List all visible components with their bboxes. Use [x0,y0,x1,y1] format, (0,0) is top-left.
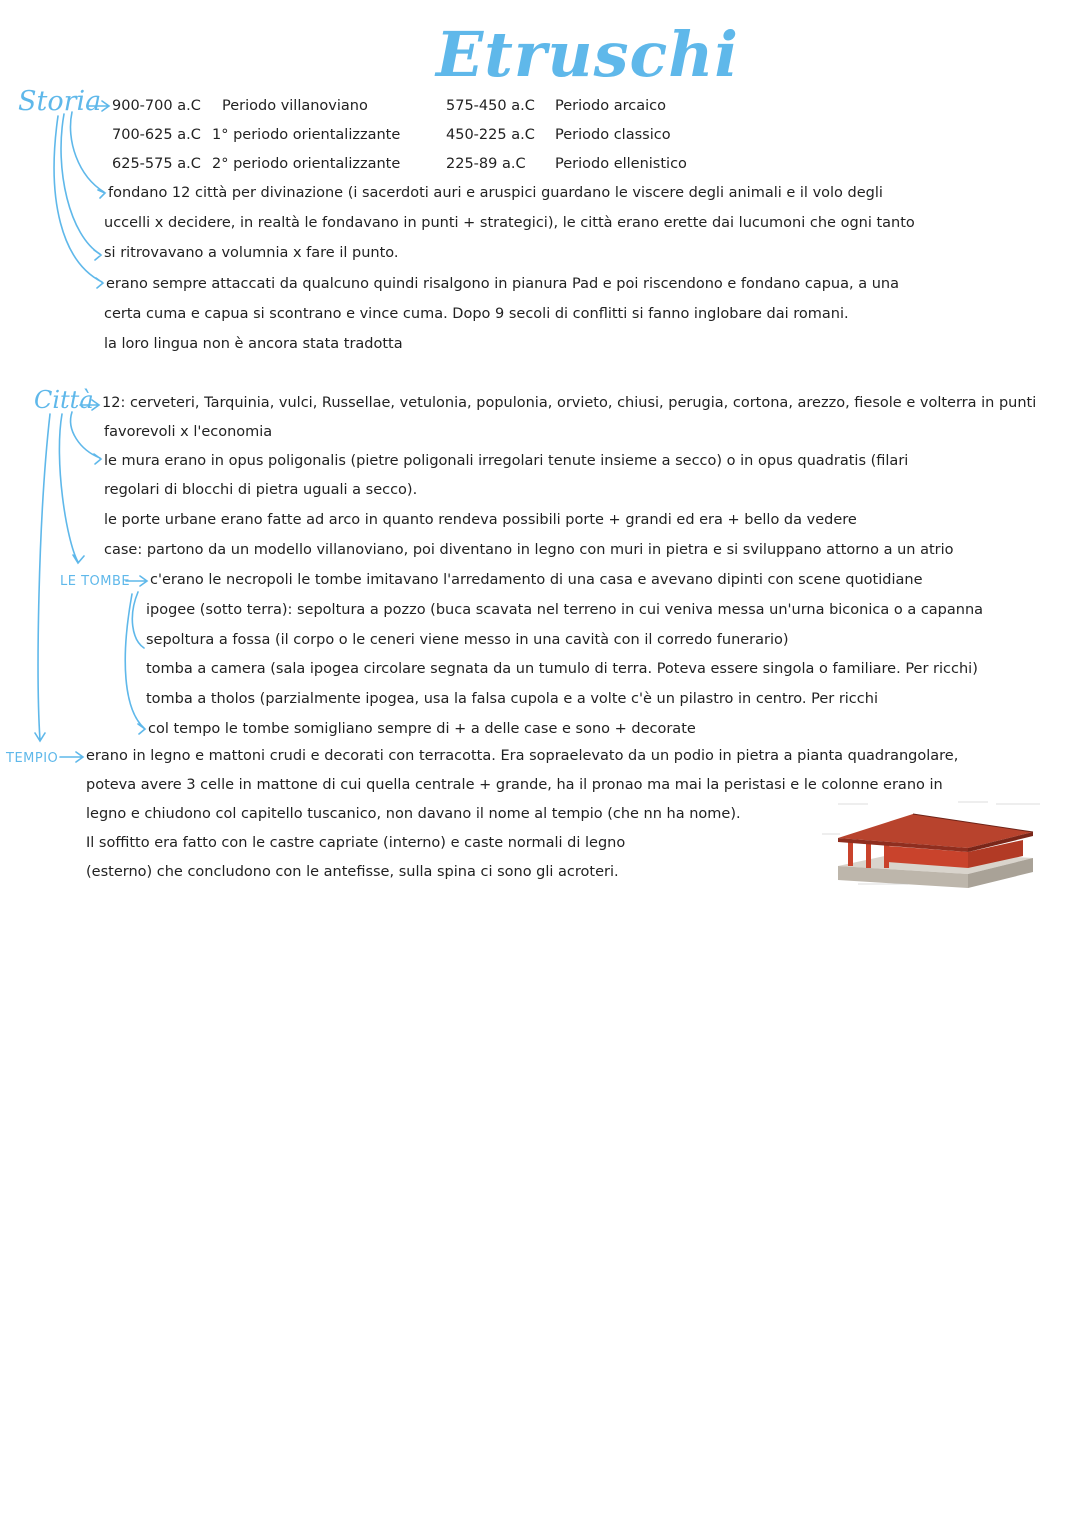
citta-line: case: partono da un modello villanoviano, poi diventano in legno con muri in pietra e si sviluppano attorno a un atrio [104,542,954,558]
period-dates: 575-450 a.C [446,98,535,114]
period-dates: 700-625 a.C [112,127,201,143]
period-name: Periodo classico [555,127,671,143]
tempio-line: legno e chiudono col capitello tuscanico, non davano il nome al tempio (che nn ha nome). [86,806,741,822]
tombe-line: sepoltura a fossa (il corpo o le ceneri viene messo in una cavità con il corredo funerario) [146,632,789,648]
tombe-line: tomba a camera (sala ipogea circolare segnata da un tumulo di terra. Poteva essere singola o familiare. Per ricchi) [146,661,978,677]
period-name: Periodo villanoviano [222,98,368,114]
citta-line: le mura erano in opus poligonalis (pietre poligonali irregolari tenute insieme a secco) o in opus quadratis (filari [104,453,909,469]
section-storia-label: Storia [18,86,102,117]
citta-line: 12: cerveteri, Tarquinia, vulci, Russellae, vetulonia, populonia, orvieto, chiusi, perugia, cortona, arezzo, fiesole e volterra in punti [102,395,1037,411]
page-title: Etruschi [436,18,739,91]
citta-line: le porte urbane erano fatte ad arco in quanto rendeva possibili porte + grandi ed era + bello da vedere [104,512,857,528]
period-dates: 625-575 a.C [112,156,201,172]
storia-line: uccelli x decidere, in realtà le fondavano in punti + strategici), le città erano erette dai lucumoni che ogni tanto [104,215,915,231]
storia-line: erano sempre attaccati da qualcuno quindi risalgono in pianura Pad e poi riscendono e fondano capua, a una [106,276,899,292]
storia-line: si ritrovavano a volumnia x fare il punto. [104,245,399,261]
storia-line: certa cuma e capua si scontrano e vince cuma. Dopo 9 secoli di conflitti si fanno inglobare dai romani. [104,306,849,322]
storia-line: la loro lingua non è ancora stata tradotta [104,336,403,352]
period-dates: 900-700 a.C [112,98,201,114]
tombe-line: c'erano le necropoli le tombe imitavano l'arredamento di una casa e avevano dipinti con scene quotidiane [150,572,923,588]
section-citta-label: Città [34,386,94,414]
section-tombe-label: LE TOMBE [60,574,131,589]
tombe-line: col tempo le tombe somigliano sempre di + a delle case e sono + decorate [148,721,696,737]
tempio-line: poteva avere 3 celle in mattone di cui quella centrale + grande, ha il pronao ma mai la peristasi e le colonne erano in [86,777,943,793]
citta-line: regolari di blocchi di pietra uguali a secco). [104,482,418,498]
storia-line: fondano 12 città per divinazione (i sacerdoti auri e aruspici guardano le viscere degli animali e il volo degli [108,185,883,201]
tempio-line: Il soffitto era fatto con le castre capriate (interno) e caste normali di legno [86,835,626,851]
period-name: Periodo arcaico [555,98,666,114]
section-tempio-label: TEMPIO [6,751,59,766]
tempio-line: (esterno) che concludono con le antefisse, sulla spina ci sono gli acroteri. [86,864,619,880]
etruscan-temple-illustration [818,796,1050,896]
period-name: Periodo ellenistico [555,156,687,172]
tombe-line: tomba a tholos (parzialmente ipogea, usa la falsa cupola e a volte c'è un pilastro in centro. Per ricchi [146,691,878,707]
tombe-line: ipogee (sotto terra): sepoltura a pozzo (buca scavata nel terreno in cui veniva messa un'urna biconica o a capanna [146,602,984,618]
period-dates: 450-225 a.C [446,127,535,143]
period-name: 1° periodo orientalizzante [212,127,401,143]
period-name: 2° periodo orientalizzante [212,156,401,172]
period-dates: 225-89 a.C [446,156,526,172]
citta-line: favorevoli x l'economia [104,424,273,440]
tempio-line: erano in legno e mattoni crudi e decorati con terracotta. Era sopraelevato da un podio in pietra a pianta quadrangolare, [86,748,959,764]
